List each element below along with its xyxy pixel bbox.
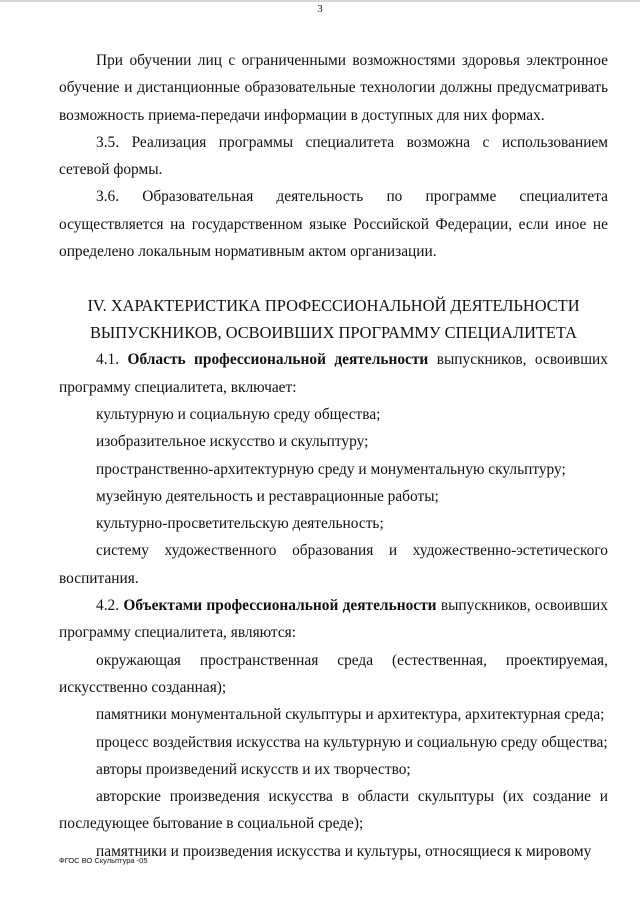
list-item: авторские произведения искусства в области скульптуры (их создание и последующее бытование в социальной среде); [59,788,608,833]
list-item: культурную и социальную среду общества; [96,405,381,423]
term-field-of-activity: Область профессиональной деятельности [127,351,429,369]
paragraph-3-6: 3.6. Образовательная деятельность по программе специалитета осуществляется на государственном языке Российской Федерации, если иное не определено локальным нормативным актом организации. [59,188,608,261]
clause-number-4-2: 4.2. [96,597,120,615]
clause-4-2-text: выпускников, освоивших программу специалитета, являются: [59,597,608,642]
paragraph-4-1 [59,346,608,401]
section-heading-line-1: IV. ХАРАКТЕРИСТИКА ПРОФЕССИОНАЛЬНОЙ ДЕЯТЕЛЬНОСТИ [87,296,580,316]
list-item: авторы произведений искусств и их творчество; [96,760,411,778]
clause-4-1-text: выпускников, освоивших программу специалитета, включает: [59,351,608,396]
term-objects-of-activity: Объектами профессиональной деятельности [123,597,437,615]
list-item: пространственно-архитектурную среду и монументальную скульптуру; [96,460,566,478]
list-item: музейную деятельность и реставрационные работы; [96,487,439,505]
section-heading-line-2: ВЫПУСКНИКОВ, ОСВОИВШИХ ПРОГРАММУ СПЕЦИАЛИТЕТА [90,323,577,343]
list-item: памятники монументальной скульптуры и архитектура, архитектурная среда; [96,706,605,724]
paragraph-accessibility: При обучении лиц с ограниченными возможностями здоровья электронное обучение и дистанционные образовательные технологии должны предусматривать возможность приема-передачи информации в доступных для них формах. [59,52,608,124]
document-body [59,47,608,865]
list-item: систему художественного образования и художественно-эстетического воспитания. [59,542,608,587]
list-item: изобразительное искусство и скульптуру; [96,433,369,451]
list-item: культурно-просветительскую деятельность; [96,515,384,533]
footer-document-code: ФГОС ВО Скульптура -05 [59,856,148,865]
list-item: процесс воздействия искусства на культурную и социальную среду общества; [96,733,608,751]
list-item: окружающая пространственная среда (естественная, проектируемая, искусственно созданная); [59,651,608,696]
paragraph-4-2 [59,592,608,647]
page-number: 3 [317,3,323,15]
list-item: памятники и произведения искусства и культуры, относящиеся к мировому [96,842,592,860]
paragraph-3-5: 3.5. Реализация программы специалитета возможна с использованием сетевой формы. [59,133,608,179]
heading-spacer [59,265,608,292]
clause-number-4-1: 4.1. [96,351,120,369]
